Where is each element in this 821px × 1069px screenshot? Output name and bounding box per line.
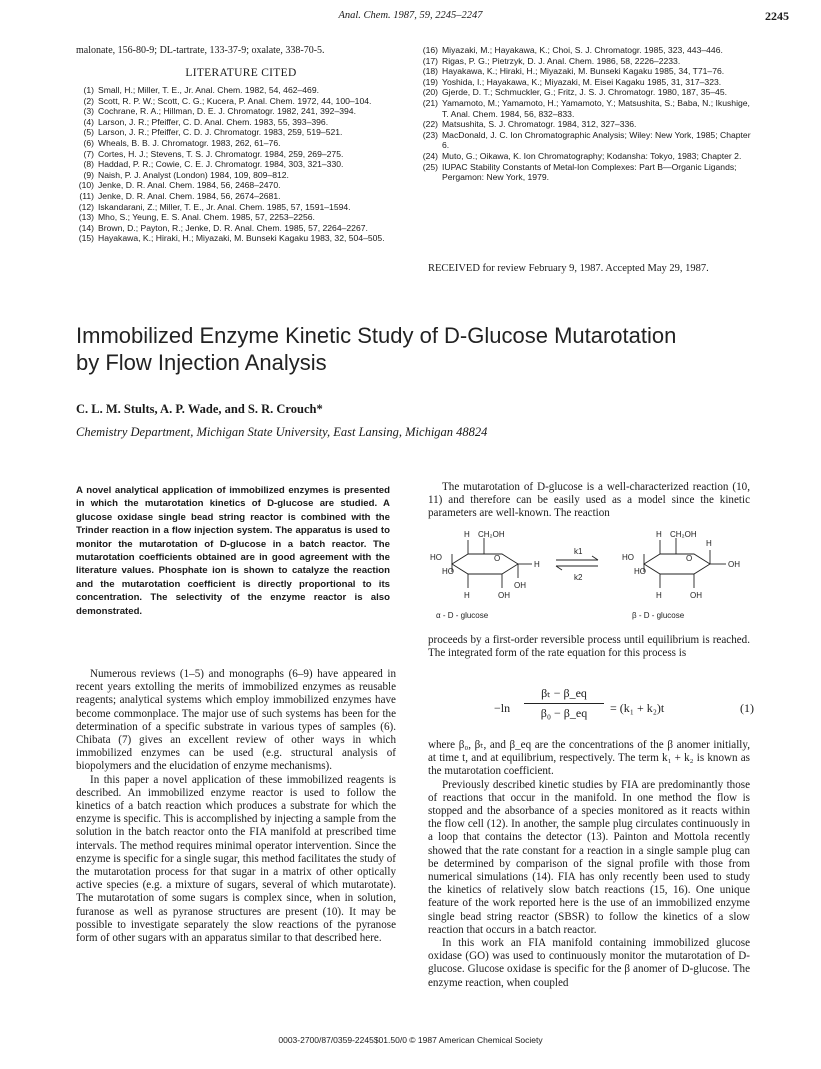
abstract: A novel analytical application of immobilized enzymes is presented in which the mutarotation kinetics of D-glucose are studied. A glucose oxidase single bead string reactor is combined with the Trinder reaction in a flow injection system. The apparatus is used to monitor the mutarotation of D-glucose in a batch reactor. The mutarotation coefficients obtained are in good agreement with the literature values. Phosphate ion is shown to catalyze the reaction and the mutarotation coefficient is directly proportional to its concentration. The selectivity of the enzyme reactor is also demonstrated. bbox=[76, 485, 390, 617]
reference-text: Yamamoto, M.; Yamamoto, H.; Yamamoto, Y.; Matsushita, S.; Baba, N.; Ikushige, T. Anal. Chem. 1984, 56, 832–833. bbox=[442, 97, 750, 119]
equation-number: (1) bbox=[740, 701, 754, 715]
reference-entry bbox=[416, 98, 752, 119]
reference-entry bbox=[72, 223, 408, 234]
reference-entry bbox=[416, 45, 752, 56]
reference-number: (18) bbox=[422, 66, 438, 77]
reference-text: Jenke, D. R. Anal. Chem. 1984, 56, 2468–2470. bbox=[98, 180, 281, 191]
reference-number: (22) bbox=[422, 119, 438, 130]
reference-entry bbox=[72, 96, 408, 107]
scheme-ho-label: HO bbox=[622, 553, 634, 562]
references-left-column bbox=[72, 85, 408, 244]
scheme-ch2oh-label: CH₂OH bbox=[670, 530, 697, 539]
reference-entry bbox=[72, 191, 408, 202]
reference-text: Mho, S.; Yeung, E. S. Anal. Chem. 1985, 57, 2253–2256. bbox=[98, 212, 315, 223]
reference-entry bbox=[416, 130, 752, 151]
beta-glucose-label: β - D - glucose bbox=[632, 611, 685, 620]
reference-entry bbox=[72, 106, 408, 117]
article-title bbox=[76, 322, 776, 376]
reference-entry bbox=[416, 56, 752, 67]
reference-entry bbox=[72, 138, 408, 149]
scheme-h-label: H bbox=[534, 560, 540, 569]
reference-number: (1) bbox=[83, 85, 94, 95]
scheme-ch2oh-label: CH₂OH bbox=[478, 530, 505, 539]
reference-text: Larson, J. R.; Pfeiffer, C. D. J. Chromatogr. 1983, 259, 519–521. bbox=[98, 127, 343, 138]
equation-lhs-prefix: −ln bbox=[494, 701, 511, 715]
equation-1 bbox=[494, 686, 754, 732]
reference-number: (25) bbox=[422, 161, 438, 172]
reference-number: (23) bbox=[422, 129, 438, 140]
reference-entry bbox=[72, 233, 408, 244]
reference-number: (20) bbox=[422, 87, 438, 98]
reference-number: (5) bbox=[83, 127, 94, 138]
body-paragraph: The mutarotation of D-glucose is a well-characterized reaction (10, 11) and therefore can be easily used as a model since the kinetic parameters are well-known. The reaction bbox=[428, 481, 750, 520]
reference-text: Larson, J. R.; Pfeiffer, C. D. Anal. Chem. 1983, 55, 393–396. bbox=[98, 116, 329, 127]
reference-text: IUPAC Stability Constants of Metal-Ion Complexes: Part B—Organic Ligands; Pergamon: New York, 1979. bbox=[442, 161, 737, 183]
equation-denominator: β₀ − β_eq bbox=[540, 706, 588, 720]
reference-number: (13) bbox=[78, 212, 94, 223]
reference-number: (2) bbox=[83, 95, 94, 106]
references-right-column bbox=[416, 45, 752, 183]
scheme-h-label: H bbox=[464, 530, 470, 539]
equation-rhs: = (k₁ + k₂)t bbox=[610, 701, 665, 715]
reference-entry bbox=[416, 151, 752, 162]
body-paragraph: where β₀, βₜ, and β_eq are the concentrations of the β anomer initially, at time t, and at equilibrium, respectively. The term k₁ + k₂ is known as the mutarotation coefficient. bbox=[428, 739, 750, 778]
reference-entry bbox=[72, 212, 408, 223]
body-paragraph: In this work an FIA manifold containing immobilized glucose oxidase (GO) was used to continuously monitor the mutarotation of D-glucose. Glucose oxidase is specific for the β anomer of D-glucose. The enzyme reaction, when coupled bbox=[428, 937, 750, 989]
rate-constant-k1: k1 bbox=[574, 547, 583, 556]
running-header: Anal. Chem. 1987, 59, 2245–2247 bbox=[338, 10, 483, 21]
reference-entry bbox=[416, 66, 752, 77]
reference-number: (19) bbox=[422, 76, 438, 87]
scheme-oh-label: OH bbox=[514, 581, 526, 590]
reference-number: (8) bbox=[83, 159, 94, 170]
reference-number: (7) bbox=[83, 148, 94, 159]
reference-entry bbox=[72, 85, 408, 96]
page-number: 2245 bbox=[765, 9, 789, 23]
reference-number: (9) bbox=[83, 169, 94, 180]
scheme-oh-label: OH bbox=[498, 591, 510, 600]
author-list: C. L. M. Stults, A. P. Wade, and S. R. Crouch* bbox=[76, 402, 323, 416]
reference-text: Rigas, P. G.; Pietrzyk, D. J. Anal. Chem. 1986, 58, 2226–2233. bbox=[442, 55, 681, 66]
reference-entry bbox=[72, 170, 408, 181]
body-paragraph: proceeds by a first-order reversible process until equilibrium is reached. The integrated form of the rate equation for this process is bbox=[428, 634, 750, 660]
reference-entry bbox=[416, 162, 752, 183]
reference-text: Cortes, H. J.; Stevens, T. S. J. Chromatogr. 1984, 259, 269–275. bbox=[98, 148, 344, 159]
received-note: RECEIVED for review February 9, 1987. Accepted May 29, 1987. bbox=[428, 263, 709, 274]
previous-article-fragment: malonate, 156-80-9; DL-tartrate, 133-37-9; oxalate, 338-70-5. bbox=[76, 45, 325, 56]
alpha-glucose-label: α - D - glucose bbox=[436, 611, 489, 620]
reference-number: (12) bbox=[78, 201, 94, 212]
scheme-oh-label: OH bbox=[690, 591, 702, 600]
scheme-ho-label: HO bbox=[634, 567, 646, 576]
reference-text: Hayakawa, K.; Hiraki, H.; Miyazaki, M. Bunseki Kagaku 1985, 34, T71–76. bbox=[442, 66, 725, 77]
rate-constant-k2: k2 bbox=[574, 573, 583, 582]
reference-text: Gjerde, D. T.; Schmuckler, G.; Fritz, J. S. J. Chromatogr. 1980, 187, 35–45. bbox=[442, 87, 727, 98]
reference-number: (3) bbox=[83, 106, 94, 117]
scheme-h-label: H bbox=[706, 539, 712, 548]
reference-entry bbox=[72, 149, 408, 160]
equation-fraction bbox=[524, 686, 604, 721]
reference-entry bbox=[416, 87, 752, 98]
reference-number: (4) bbox=[83, 116, 94, 127]
article-title-line-2: by Flow Injection Analysis bbox=[76, 350, 327, 375]
right-column-after-scheme bbox=[428, 634, 750, 660]
reference-text: MacDonald, J. C. Ion Chromatographic Analysis; Wiley: New York, 1985; Chapter 6. bbox=[442, 129, 751, 151]
reference-text: Wheals, B. B. J. Chromatogr. 1983, 262, 61–76. bbox=[98, 137, 281, 148]
reference-number: (10) bbox=[78, 180, 94, 191]
reference-text: Haddad, P. R.; Cowie, C. E. J. Chromatogr. 1984, 303, 321–330. bbox=[98, 159, 344, 170]
reference-number: (11) bbox=[79, 190, 94, 201]
reference-entry bbox=[416, 77, 752, 88]
reference-text: Matsushita, S. J. Chromatogr. 1984, 312, 327–336. bbox=[442, 119, 637, 130]
affiliation: Chemistry Department, Michigan State University, East Lansing, Michigan 48824 bbox=[76, 425, 488, 439]
scheme-ho-label: HO bbox=[442, 567, 454, 576]
reference-entry bbox=[416, 119, 752, 130]
body-paragraph: Numerous reviews (1–5) and monographs (6–9) have appeared in recent years extolling the merits of immobilized enzymes as reusable reagents; analytical systems which employ immobilized enzymes have become commonplace. The major use of such systems has been for the determination of a specific substrate in various types of samples (6). Chibata (7) gives an excellent review of other ways in which immobilized enzymes can be used (e.g. structural analysis of biopolymers and the elucidation of enzyme mechanisms). bbox=[76, 668, 396, 773]
reference-text: Cochrane, R. A.; Hillman, D. E. J. Chromatogr. 1982, 241, 392–394. bbox=[98, 106, 356, 117]
reference-number: (15) bbox=[78, 233, 94, 244]
reference-entry bbox=[72, 180, 408, 191]
scheme-o-label: O bbox=[686, 554, 693, 563]
body-paragraph: Previously described kinetic studies by FIA are predominantly those of reactions that occur in the manifold. In one method the flow is stopped and the absorbance of a species monitored as it reacts within the flow cell (12). In another, the sample plug circulates continuously in a loop that contains the detector (13). Painton and Mottola recently showed that the rate constant for a reaction in a single sample plug can be determined by comparison of the signal profile with those from numerical simulations (14). FIA has only recently been used to study the kinetics of relatively slow batch reactions (15, 16). One unique feature of the work reported here is the use of an immobilized enzyme single bead string reactor (SBSR) to follow the kinetics of a slow reaction that occurs in a batch reactor. bbox=[428, 778, 750, 936]
reference-text: Miyazaki, M.; Hayakawa, K.; Choi, S. J. Chromatogr. 1985, 323, 443–446. bbox=[442, 45, 723, 55]
right-column-intro bbox=[428, 481, 750, 521]
reference-text: Muto, G.; Oikawa, K. Ion Chromatography; Kodansha: Tokyo, 1983; Chapter 2. bbox=[442, 150, 742, 161]
equation-numerator: βₜ − β_eq bbox=[524, 686, 604, 704]
scheme-h-label: H bbox=[656, 591, 662, 600]
mutarotation-scheme bbox=[428, 526, 750, 626]
reference-number: (14) bbox=[78, 222, 94, 233]
reference-entry bbox=[72, 159, 408, 170]
reference-text: Small, H.; Miller, T. E., Jr. Anal. Chem. 1982, 54, 462–469. bbox=[98, 85, 320, 95]
copyright-footer: 0003-2700/87/0359-2245$01.50/0 © 1987 American Chemical Society bbox=[278, 1035, 543, 1045]
reference-text: Brown, D.; Payton, R.; Jenke, D. R. Anal. Chem. 1985, 57, 2264–2267. bbox=[98, 222, 368, 233]
reference-entry bbox=[72, 117, 408, 128]
reference-number: (24) bbox=[422, 150, 438, 161]
reference-entry bbox=[72, 127, 408, 138]
reference-number: (21) bbox=[422, 97, 438, 108]
reference-text: Scott, R. P. W.; Scott, C. G.; Kucera, P. Anal. Chem. 1972, 44, 100–104. bbox=[98, 95, 372, 106]
reference-entry bbox=[72, 202, 408, 213]
reference-text: Naish, P. J. Analyst (London) 1984, 109, 809–812. bbox=[98, 169, 289, 180]
reference-text: Jenke, D. R. Anal. Chem. 1984, 56, 2674–2681. bbox=[98, 190, 281, 201]
scheme-oh-label: OH bbox=[728, 560, 740, 569]
reference-text: Hayakawa, K.; Hiraki, H.; Miyazaki, M. Bunseki Kagaku 1983, 32, 504–505. bbox=[98, 233, 385, 244]
literature-cited-heading: LITERATURE CITED bbox=[185, 67, 297, 79]
scheme-o-label: O bbox=[494, 554, 501, 563]
reference-text: Iskandarani, Z.; Miller, T. E., Jr. Anal. Chem. 1985, 57, 1591–1594. bbox=[98, 201, 351, 212]
body-paragraph: In this paper a novel application of these immobilized reagents is described. An immobilized enzyme reactor is used to follow the kinetics of a batch reaction which produces a substrate for which the enzyme is specific. This is accomplished by injecting a sample from the solution in the batch reactor onto the FIA manifold at prescribed time intervals. The method requires minimal operator intervention. Since the enzyme is specific for a single sugar, this method facilitates the study of the mutarotation process for that sugar in a matrix of other optically active species (e.g. a mixture of sugars, several of which mutarotate). The mutarotation of some sugars is complex since, when in solution, furanose as well as pyranose structures are present (10). It may be possible to investigate separately the slow reactions of the pyranose form of other sugars with an apparatus similar to that described here. bbox=[76, 773, 396, 945]
scheme-ho-label: HO bbox=[430, 553, 442, 562]
reference-number: (17) bbox=[422, 55, 438, 66]
reference-number: (16) bbox=[422, 45, 438, 55]
right-column-body bbox=[428, 739, 750, 990]
left-column-body bbox=[76, 668, 396, 945]
article-title-line-1: Immobilized Enzyme Kinetic Study of D-Glucose Mutarotation bbox=[76, 323, 677, 348]
reference-number: (6) bbox=[83, 137, 94, 148]
scheme-h-label: H bbox=[656, 530, 662, 539]
reference-text: Yoshida, I.; Hayakawa, K.; Miyazaki, M. Eisei Kagaku 1985, 31, 317–323. bbox=[442, 76, 722, 87]
scheme-h-label: H bbox=[464, 591, 470, 600]
